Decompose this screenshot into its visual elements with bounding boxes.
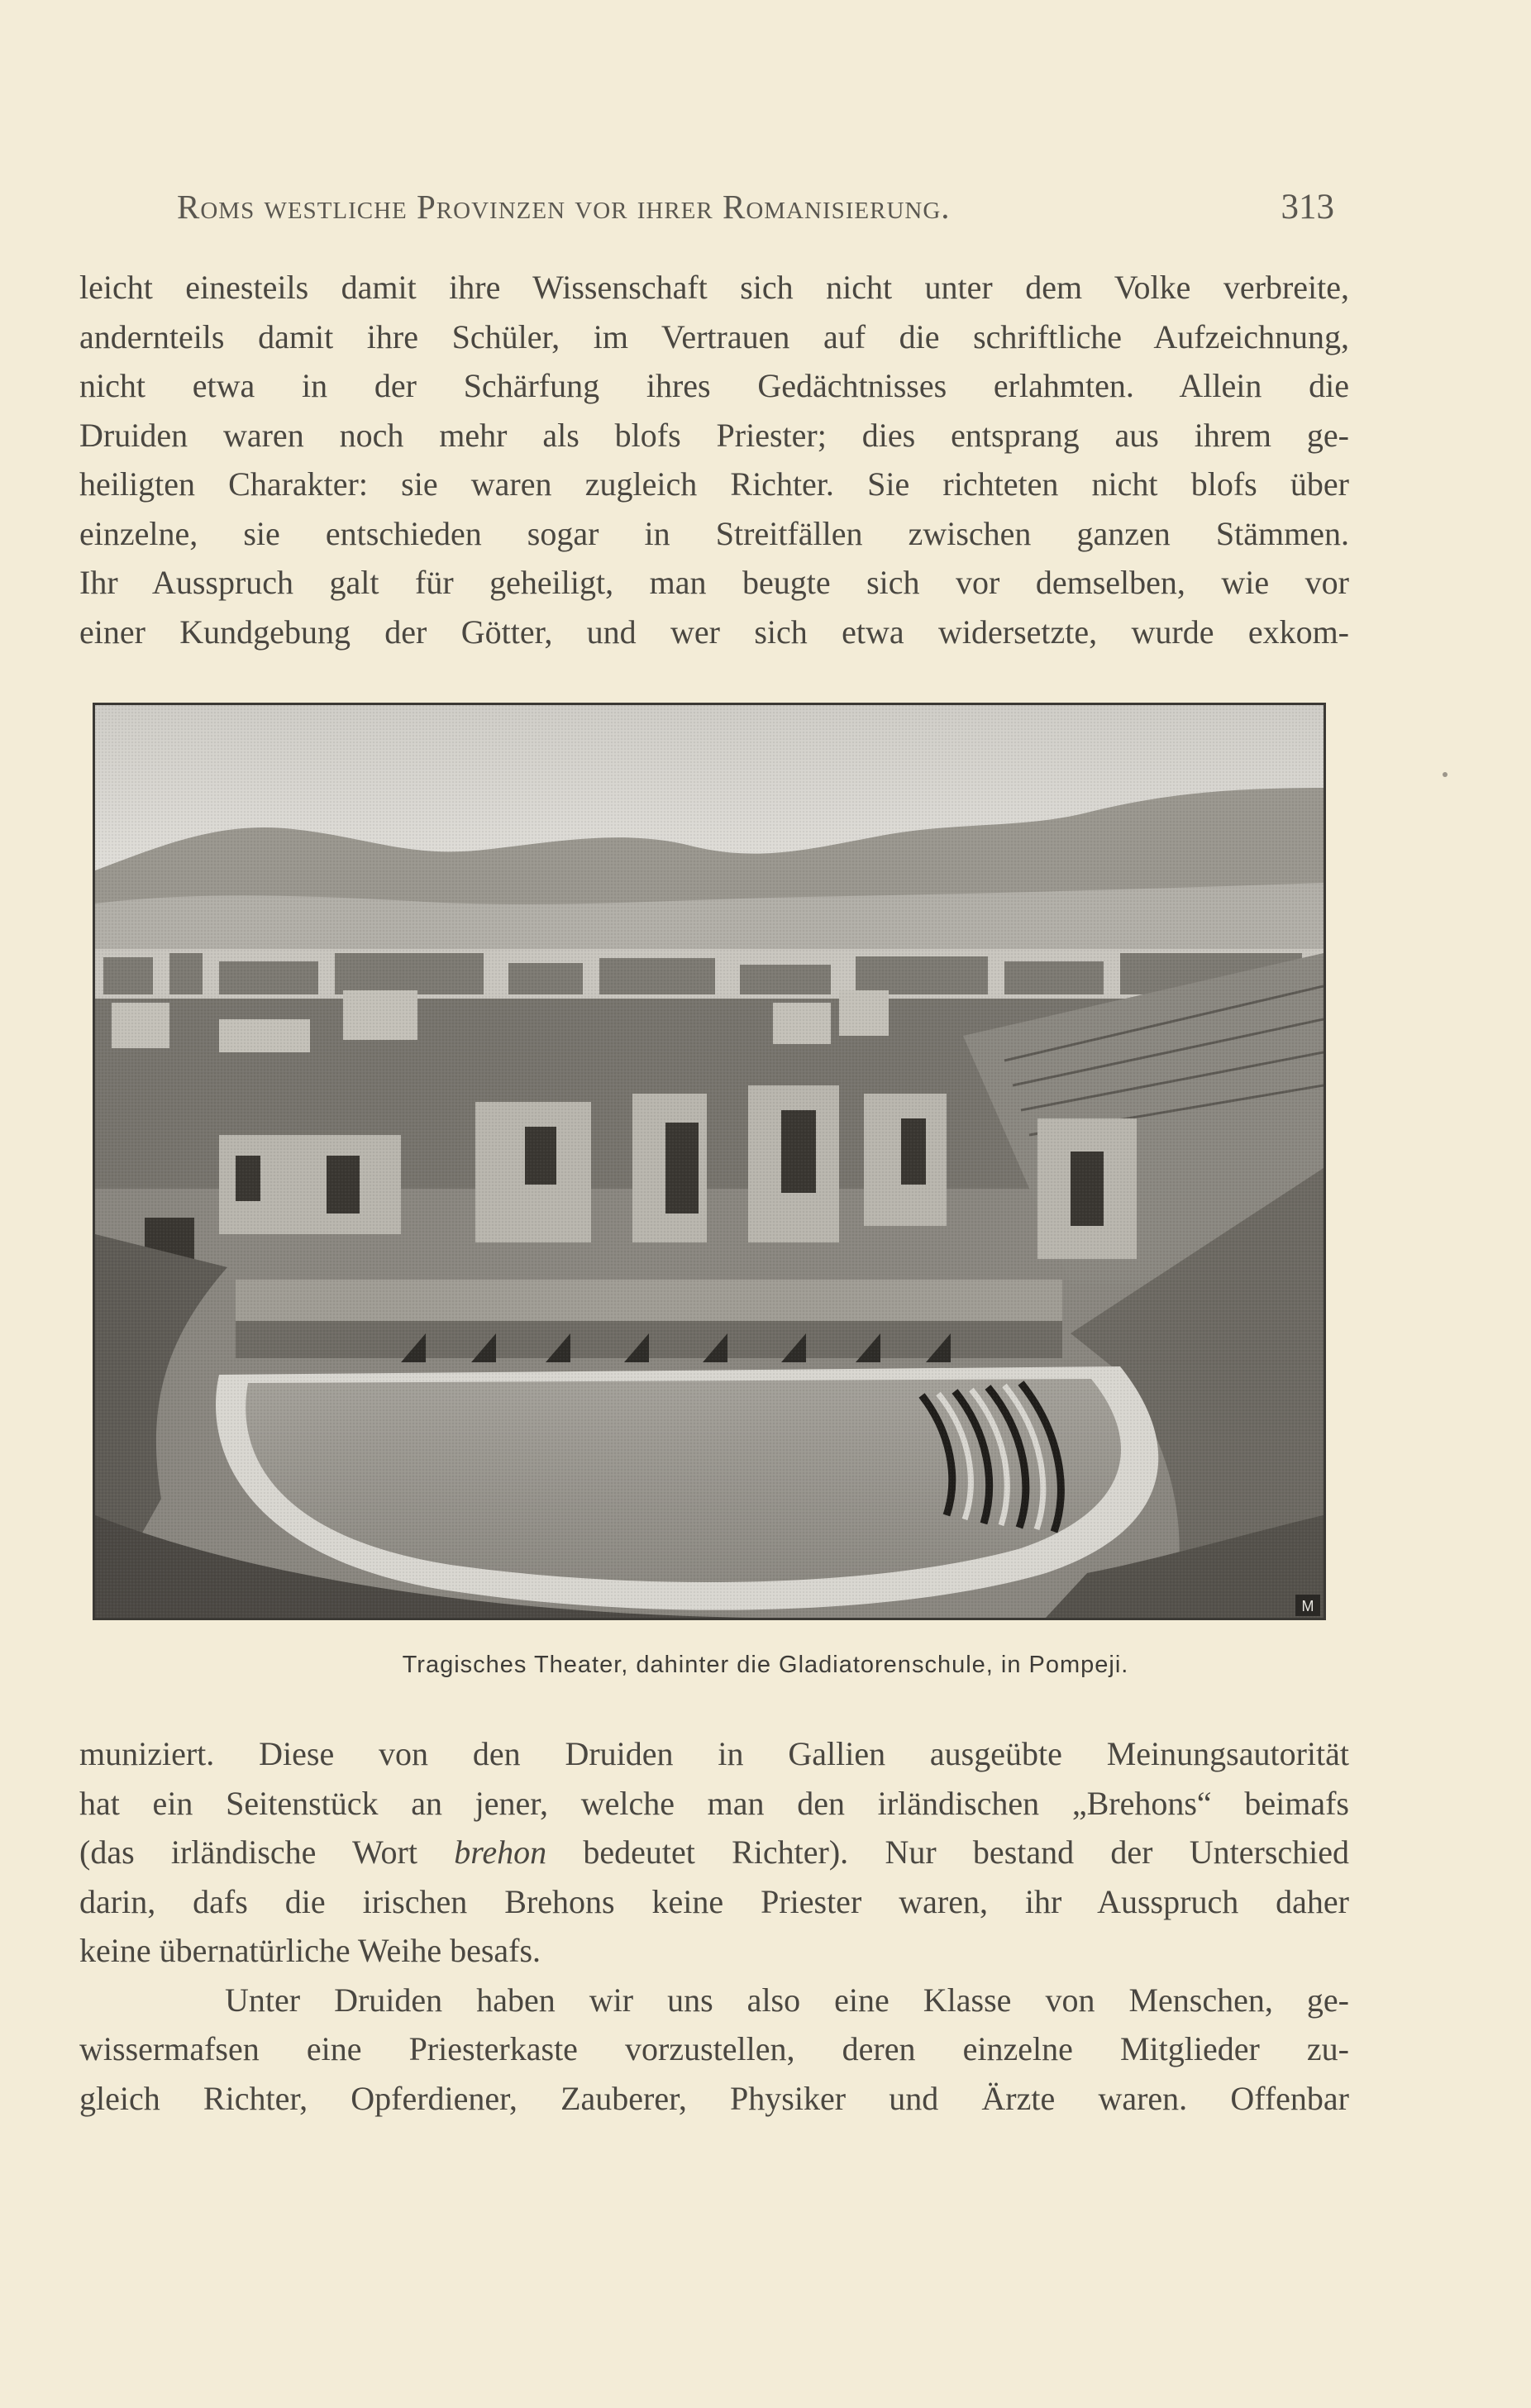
paragraph-bottom: [79, 1729, 1349, 2123]
text-line: heiligten Charakter: sie waren zugleich Richter. Sie richteten nicht blofs über: [79, 465, 1349, 503]
text-line: wissermafsen eine Priesterkaste vorzustellen, deren einzelne Mitglieder zu-: [79, 2030, 1349, 2067]
text-line: keine übernatürliche Weihe besafs.: [79, 1932, 541, 1969]
text-line: leicht einesteils damit ihre Wissenschaft sich nicht unter dem Volke verbreite,: [79, 269, 1349, 306]
text-line: muniziert. Diese von den Druiden in Gallien ausgeübte Meinungsautorität: [79, 1735, 1349, 1772]
text-line: nicht etwa in der Schärfung ihres Gedächtnisses erlahmten. Allein die: [79, 367, 1349, 404]
paragraph-top: [79, 263, 1349, 656]
text-line: Ihr Ausspruch galt für geheiligt, man beugte sich vor demselben, wie vor: [79, 564, 1349, 601]
running-title: Roms westliche Provinzen vor ihrer Romanisierung.: [177, 188, 951, 226]
text-line: [79, 1828, 1349, 1877]
text-line: hat ein Seitenstück an jener, welche man den irländischen „Brehons“ beimafs: [79, 1784, 1349, 1822]
text-line: gleich Richter, Opferdiener, Zauberer, Physiker und Ärzte waren. Offenbar: [79, 2079, 1349, 2117]
theater-illustration: [95, 705, 1324, 1618]
text-segment: bedeutet Richter). Nur bestand der Unterschied: [583, 1833, 1350, 1871]
text-segment: (das irländische Wort: [79, 1833, 417, 1871]
figure-caption: Tragisches Theater, dahinter die Gladiatorenschule, in Pompeji.: [402, 1652, 1129, 1678]
text-line: einzelne, sie entschieden sogar in Streitfällen zwischen ganzen Stämmen.: [79, 514, 1349, 552]
corner-mark: M: [1301, 1598, 1314, 1614]
text-line: Druiden waren noch mehr als blofs Priester; dies entsprang aus ihrem ge-: [79, 416, 1349, 454]
text-line: darin, dafs die irischen Brehons keine Priester waren, ihr Ausspruch daher: [79, 1882, 1349, 1920]
italic-word: brehon: [454, 1833, 547, 1871]
theater-photograph: [93, 703, 1326, 1620]
stray-ink-mark: [1443, 772, 1448, 777]
text-line: Unter Druiden haben wir uns also eine Klasse von Menschen, ge-: [225, 1981, 1349, 2019]
text-line: einer Kundgebung der Götter, und wer sich etwa widersetzte, wurde exkom-: [79, 613, 1349, 651]
page-number: 313: [1281, 188, 1334, 226]
text-line: andernteils damit ihre Schüler, im Vertrauen auf die schriftliche Aufzeichnung,: [79, 317, 1349, 355]
page-header: [177, 187, 1334, 233]
